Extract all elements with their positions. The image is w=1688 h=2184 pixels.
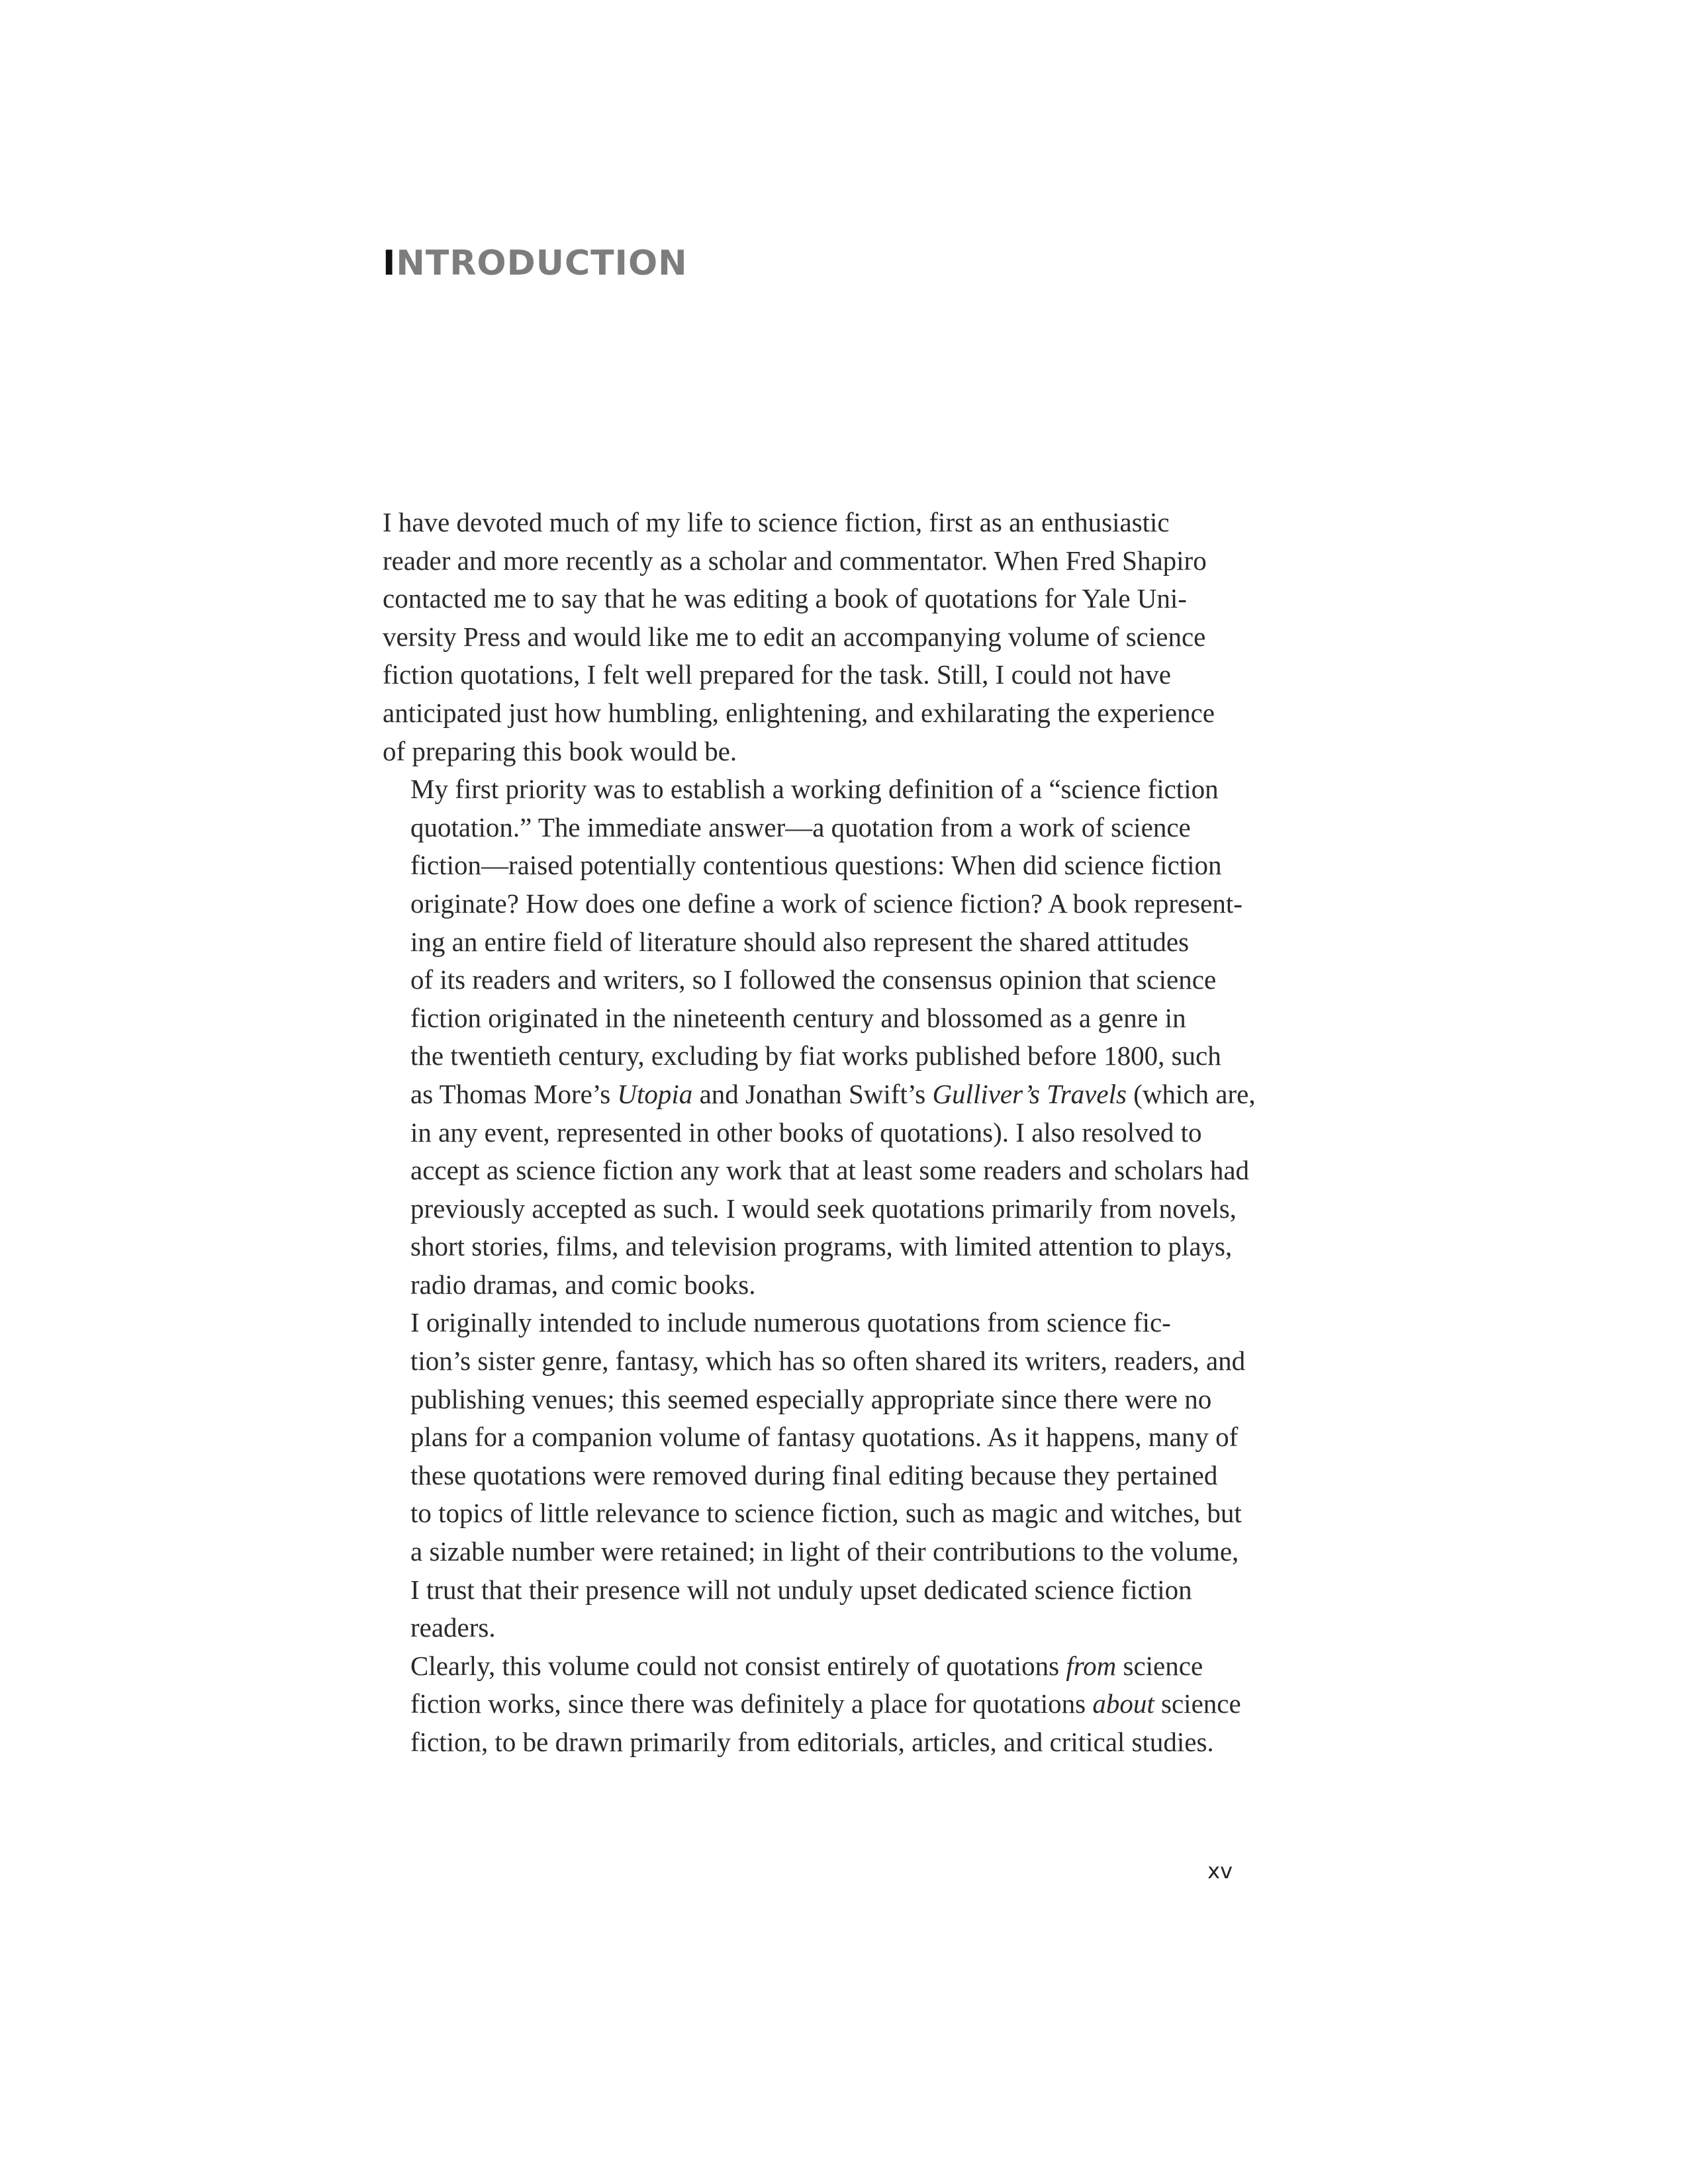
text-line: readers. <box>410 1612 496 1643</box>
italic-word-about: about <box>1092 1688 1154 1719</box>
text-line: tion’s sister genre, fantasy, which has so often shared its writers, readers, and <box>410 1345 1246 1377</box>
paragraph-2 <box>383 770 1256 1304</box>
paragraph-3 <box>383 1304 1246 1647</box>
page-number: xv <box>1207 1858 1233 1884</box>
text-line: these quotations were removed during final editing because they pertained <box>410 1459 1218 1490</box>
text-line: accept as science fiction any work that at least some readers and scholars had <box>410 1155 1250 1186</box>
text-line: publishing venues; this seemed especially appropriate since there were no <box>410 1383 1212 1414</box>
text-line: fiction, to be drawn primarily from editorials, articles, and critical studies. <box>410 1727 1214 1757</box>
italic-title-gullivers-travels: Gulliver’s Travels <box>932 1078 1127 1109</box>
text-line: fiction works, since there was definitely a place for quotations about science <box>410 1688 1241 1719</box>
text-line: versity Press and would like me to edit an accompanying volume of science <box>383 621 1206 652</box>
heading-initial: I <box>383 244 397 283</box>
text-line: anticipated just how humbling, enlightening, and exhilarating the experience <box>383 697 1215 728</box>
text-line: Clearly, this volume could not consist entirely of quotations from science <box>410 1650 1203 1681</box>
text-line: I trust that their presence will not unduly upset dedicated science fiction <box>410 1574 1192 1605</box>
text-line: as Thomas More’s Utopia and Jonathan Swift’s Gulliver’s Travels (which are, <box>410 1078 1256 1109</box>
text-line: reader and more recently as a scholar and commentator. When Fred Shapiro <box>383 545 1207 576</box>
text-line: I have devoted much of my life to science fiction, first as an enthusiastic <box>383 507 1170 537</box>
text-line: contacted me to say that he was editing a book of quotations for Yale Uni- <box>383 583 1187 614</box>
paragraph-1 <box>383 504 1240 770</box>
paragraph-4 <box>383 1647 1240 1762</box>
text-line: to topics of little relevance to science fiction, such as magic and witches, but <box>410 1498 1242 1529</box>
text-line: in any event, represented in other books of quotations). I also resolved to <box>410 1116 1202 1148</box>
heading-rest: NTRODUCTION <box>396 244 688 283</box>
text-line: fiction quotations, I felt well prepared for the task. Still, I could not have <box>383 659 1171 690</box>
text-line: originate? How does one define a work of science fiction? A book represent- <box>410 887 1243 919</box>
text-line: short stories, films, and television programs, with limited attention to plays, <box>410 1231 1233 1262</box>
text-line: fiction—raised potentially contentious questions: When did science fiction <box>410 850 1222 881</box>
italic-title-utopia: Utopia <box>617 1078 693 1109</box>
text-line: of preparing this book would be. <box>383 735 737 766</box>
text-line: the twentieth century, excluding by fiat works published before 1800, such <box>410 1040 1221 1071</box>
text-line: radio dramas, and comic books. <box>410 1269 756 1300</box>
text-line: quotation.” The immediate answer—a quotation from a work of science <box>410 811 1191 842</box>
text-line: My first priority was to establish a working definition of a “science fiction <box>410 774 1219 805</box>
body-text <box>383 504 1256 1762</box>
text-line: ing an entire field of literature should also represent the shared attitudes <box>410 926 1190 957</box>
text-line: a sizable number were retained; in light of their contributions to the volume, <box>410 1536 1239 1567</box>
text-line: plans for a companion volume of fantasy quotations. As it happens, many of <box>410 1422 1239 1453</box>
text-line: I originally intended to include numerous quotations from science fic- <box>410 1307 1171 1338</box>
chapter-heading <box>383 246 688 281</box>
text-line: of its readers and writers, so I followed the consensus opinion that science <box>410 964 1217 995</box>
text-line: fiction originated in the nineteenth century and blossomed as a genre in <box>410 1002 1186 1033</box>
text-line: previously accepted as such. I would seek quotations primarily from novels, <box>410 1193 1237 1224</box>
italic-word-from: from <box>1066 1650 1117 1681</box>
